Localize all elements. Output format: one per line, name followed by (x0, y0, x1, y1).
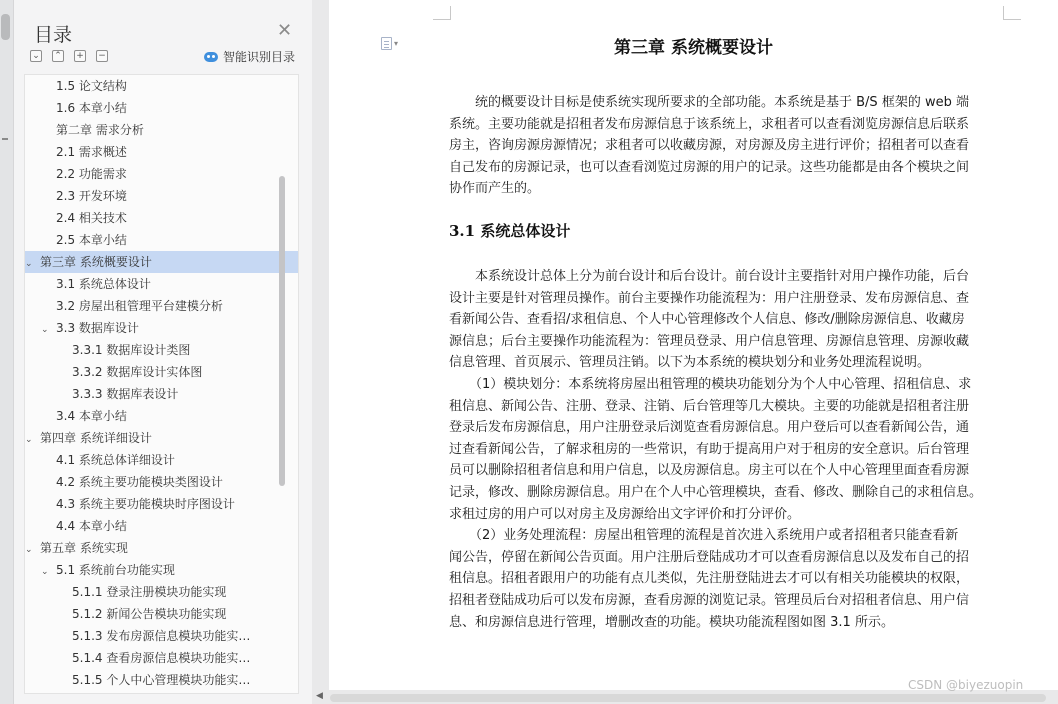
toc-item-label: 2.1 需求概述 (56, 145, 127, 159)
toc-item-label: 4.3 系统主要功能模块时序图设计 (56, 497, 235, 511)
toc-item-label: 第四章 系统详细设计 (40, 431, 152, 445)
toc-item-label: 5.1 系统前台功能实现 (56, 563, 175, 577)
toc-item[interactable] (25, 361, 298, 383)
toc-item[interactable] (25, 625, 298, 647)
left-scroll-thumb[interactable] (1, 14, 10, 40)
toc-item-label: 2.4 相关技术 (56, 211, 127, 225)
toc-item-label: 5.1.2 新闻公告模块功能实现 (72, 607, 227, 621)
left-edge-strip (0, 0, 14, 704)
toc-item-label: 4.2 系统主要功能模块类图设计 (56, 475, 223, 489)
text-line: 看新闻公告、查看招/求租信息、个人中心管理修改个人信息、修改/删除房源信息、收藏房 (449, 312, 965, 328)
toc-item[interactable] (25, 493, 298, 515)
toc-item[interactable] (25, 207, 298, 229)
toc-item[interactable] (25, 317, 298, 339)
toc-item-label: 4.1 系统总体详细设计 (56, 453, 175, 467)
toc-item-label: 第五章 系统实现 (40, 541, 128, 555)
remove-heading-button[interactable]: − (96, 50, 108, 62)
toc-item[interactable] (25, 141, 298, 163)
toc-item-label: 第二章 需求分析 (56, 123, 144, 137)
body-paragraphs (449, 266, 1004, 633)
toc-item-label: 4.4 本章小结 (56, 519, 127, 533)
text-line: 自己发布的房源记录，也可以查看浏览过房源的用户的记录。这些功能都是由各个模块之间 (449, 159, 970, 175)
chevron-down-icon[interactable]: ⌄ (25, 435, 33, 445)
text-line: 统的概要设计目标是使系统实现所要求的全部功能。本系统是基于 B/S 框架的 web 端 (475, 95, 969, 110)
chevron-down-icon[interactable]: ⌄ (41, 567, 49, 577)
toc-item-label: 5.1.3 发布房源信息模块功能实… (72, 629, 251, 643)
toc-item[interactable] (25, 515, 298, 537)
expand-all-button[interactable]: ⌄ (30, 50, 42, 62)
text-line: 协作而产生的。 (449, 181, 541, 197)
toc-item-label: 3.3 数据库设计 (56, 321, 139, 335)
toc-item[interactable] (25, 295, 298, 317)
toc-item-label: 3.3.2 数据库设计实体图 (72, 365, 203, 379)
watermark: CSDN @biyezuopin (908, 678, 1024, 692)
text-line: 息、和房源信息进行管理，增删改查的功能。模块功能流程图如图 3.1 所示。 (449, 614, 894, 630)
margin-corner-top-right (1003, 6, 1021, 20)
toc-item[interactable] (25, 251, 298, 273)
smart-recognize-toc-button[interactable] (204, 48, 295, 65)
chevron-down-icon[interactable]: ⌄ (41, 325, 49, 335)
toc-item[interactable] (25, 559, 298, 581)
text-line: 过查看新闻公告，了解求租房的一些常识，有助于提高用户对于租房的安全意识。后台管理 (449, 441, 970, 457)
toc-item[interactable] (25, 229, 298, 251)
ai-cloud-icon (204, 52, 218, 62)
toc-item[interactable] (25, 427, 298, 449)
toc-item[interactable] (25, 537, 298, 559)
toc-item-label: 2.2 功能需求 (56, 167, 127, 181)
toc-list (24, 74, 299, 694)
toc-item-label: 5.1.1 登录注册模块功能实现 (72, 585, 227, 599)
document-area (312, 0, 1058, 704)
toc-item[interactable] (25, 119, 298, 141)
toc-item[interactable] (25, 647, 298, 669)
text-line: 员可以删除招租者信息和用户信息，以及房源信息。房主可以在个人中心管理里面查看房源 (449, 463, 970, 479)
toc-item[interactable] (25, 97, 298, 119)
toc-item[interactable] (25, 383, 298, 405)
margin-corner-top-left (433, 6, 451, 20)
toc-item[interactable] (25, 449, 298, 471)
text-line: （2）业务处理流程：房屋出租管理的流程是首次进入系统用户或者招租者只能查看新 (469, 528, 959, 544)
toc-item[interactable] (25, 273, 298, 295)
toc-item-label: 2.5 本章小结 (56, 233, 127, 247)
toc-item-label: 2.3 开发环境 (56, 189, 127, 203)
toc-item[interactable] (25, 669, 298, 691)
text-line: 设计主要是针对管理员操作。前台主要操作功能流程为：用户注册登录、发布房源信息、查 (449, 290, 970, 306)
text-line: （1）模块划分：本系统将房屋出租管理的模块功能划分为个人中心管理、招租信息、求 (469, 376, 972, 392)
add-heading-button[interactable]: + (74, 50, 86, 62)
toc-toolbar (30, 50, 108, 62)
text-line: 本系统设计总体上分为前台设计和后台设计。前台设计主要指针对用户操作功能，后台 (475, 269, 970, 284)
toc-item[interactable] (25, 471, 298, 493)
text-line: 信息管理、首页展示、管理员注销。以下为本系统的模块划分和业务处理流程说明。 (449, 355, 931, 371)
scroll-left-icon[interactable]: ◀ (316, 691, 323, 701)
toc-item-label: 1.5 论文结构 (56, 79, 127, 93)
toc-item[interactable] (25, 339, 298, 361)
left-strip-marker (2, 138, 8, 140)
horizontal-scroll-thumb[interactable] (330, 694, 1046, 702)
document-page (329, 0, 1058, 690)
text-line: 登录后发布房源信息，用户注册登录后浏览查看房源信息。用户登后可以查看新闻公告，通 (449, 420, 970, 436)
toc-item-label: 3.1 系统总体设计 (56, 277, 151, 291)
toc-item-label: 1.6 本章小结 (56, 101, 127, 115)
toc-item-label: 5.1.4 查看房源信息模块功能实… (72, 651, 251, 665)
toc-title: 目录 (34, 24, 73, 46)
text-line: 求租过房的用户可以对房主及房源给出文字评价和打分评价。 (449, 506, 801, 522)
section-title: 3.1 系统总体设计 (449, 222, 571, 240)
toc-item-label: 5.1.5 个人中心管理模块功能实… (72, 673, 251, 687)
toc-item[interactable] (25, 163, 298, 185)
toc-item[interactable] (25, 405, 298, 427)
text-line: 系统。主要功能就是招租者发布房源信息于该系统上，求租者可以查看浏览房源信息后联系 (449, 116, 970, 132)
toc-item-label: 3.3.3 数据库表设计 (72, 387, 179, 401)
text-line: 闻公告，停留在新闻公告页面。用户注册后登陆成功才可以查看房源信息以及发布自己的招 (449, 549, 970, 565)
chevron-down-icon: ▾ (394, 39, 399, 48)
intro-paragraph (449, 92, 1004, 200)
toc-item-label: 3.3.1 数据库设计类图 (72, 343, 191, 357)
toc-item[interactable] (25, 581, 298, 603)
toc-panel (14, 0, 312, 704)
chapter-title: 第三章 系统概要设计 (614, 38, 773, 58)
text-line: 源信息；后台主要操作功能流程为：管理员登录、用户信息管理、房源信息管理、房源收藏 (449, 333, 970, 349)
chevron-down-icon[interactable]: ⌄ (25, 259, 33, 269)
text-line: 记录，修改、删除房源信息。用户在个人中心管理模块，查看、修改、删除自己的求租信息。 (449, 484, 983, 500)
text-line: 房主，咨询房源房源情况；求租者可以收藏房源，对房源及房主进行评价；招租者可以查看 (449, 138, 970, 154)
text-line: 招租者登陆成功后可以发布房源，查看房源的浏览记录。管理员后台对招租者信息、用户信 (449, 592, 970, 608)
smart-recognize-label: 智能识别目录 (223, 50, 296, 64)
collapse-all-button[interactable]: ⌃ (52, 50, 64, 62)
text-line: 租信息、新闻公告、注册、登录、注销、后台管理等几大模块。主要的功能就是招租者注册 (449, 398, 970, 414)
chevron-down-icon[interactable]: ⌄ (25, 545, 33, 555)
toc-scrollbar[interactable] (279, 176, 285, 486)
toc-item-label: 3.4 本章小结 (56, 409, 127, 423)
close-icon[interactable]: ✕ (277, 20, 293, 41)
toc-item[interactable] (25, 75, 298, 97)
toc-item[interactable] (25, 603, 298, 625)
toc-item[interactable] (25, 185, 298, 207)
text-line: 租信息。招租者跟用户的功能有点儿类似，先注册登陆进去才可以有相关功能模块的权限， (449, 571, 970, 587)
toc-item-label: 第三章 系统概要设计 (40, 255, 152, 269)
horizontal-scrollbar[interactable] (312, 690, 1058, 704)
toc-item-label: 3.2 房屋出租管理平台建模分析 (56, 299, 223, 313)
